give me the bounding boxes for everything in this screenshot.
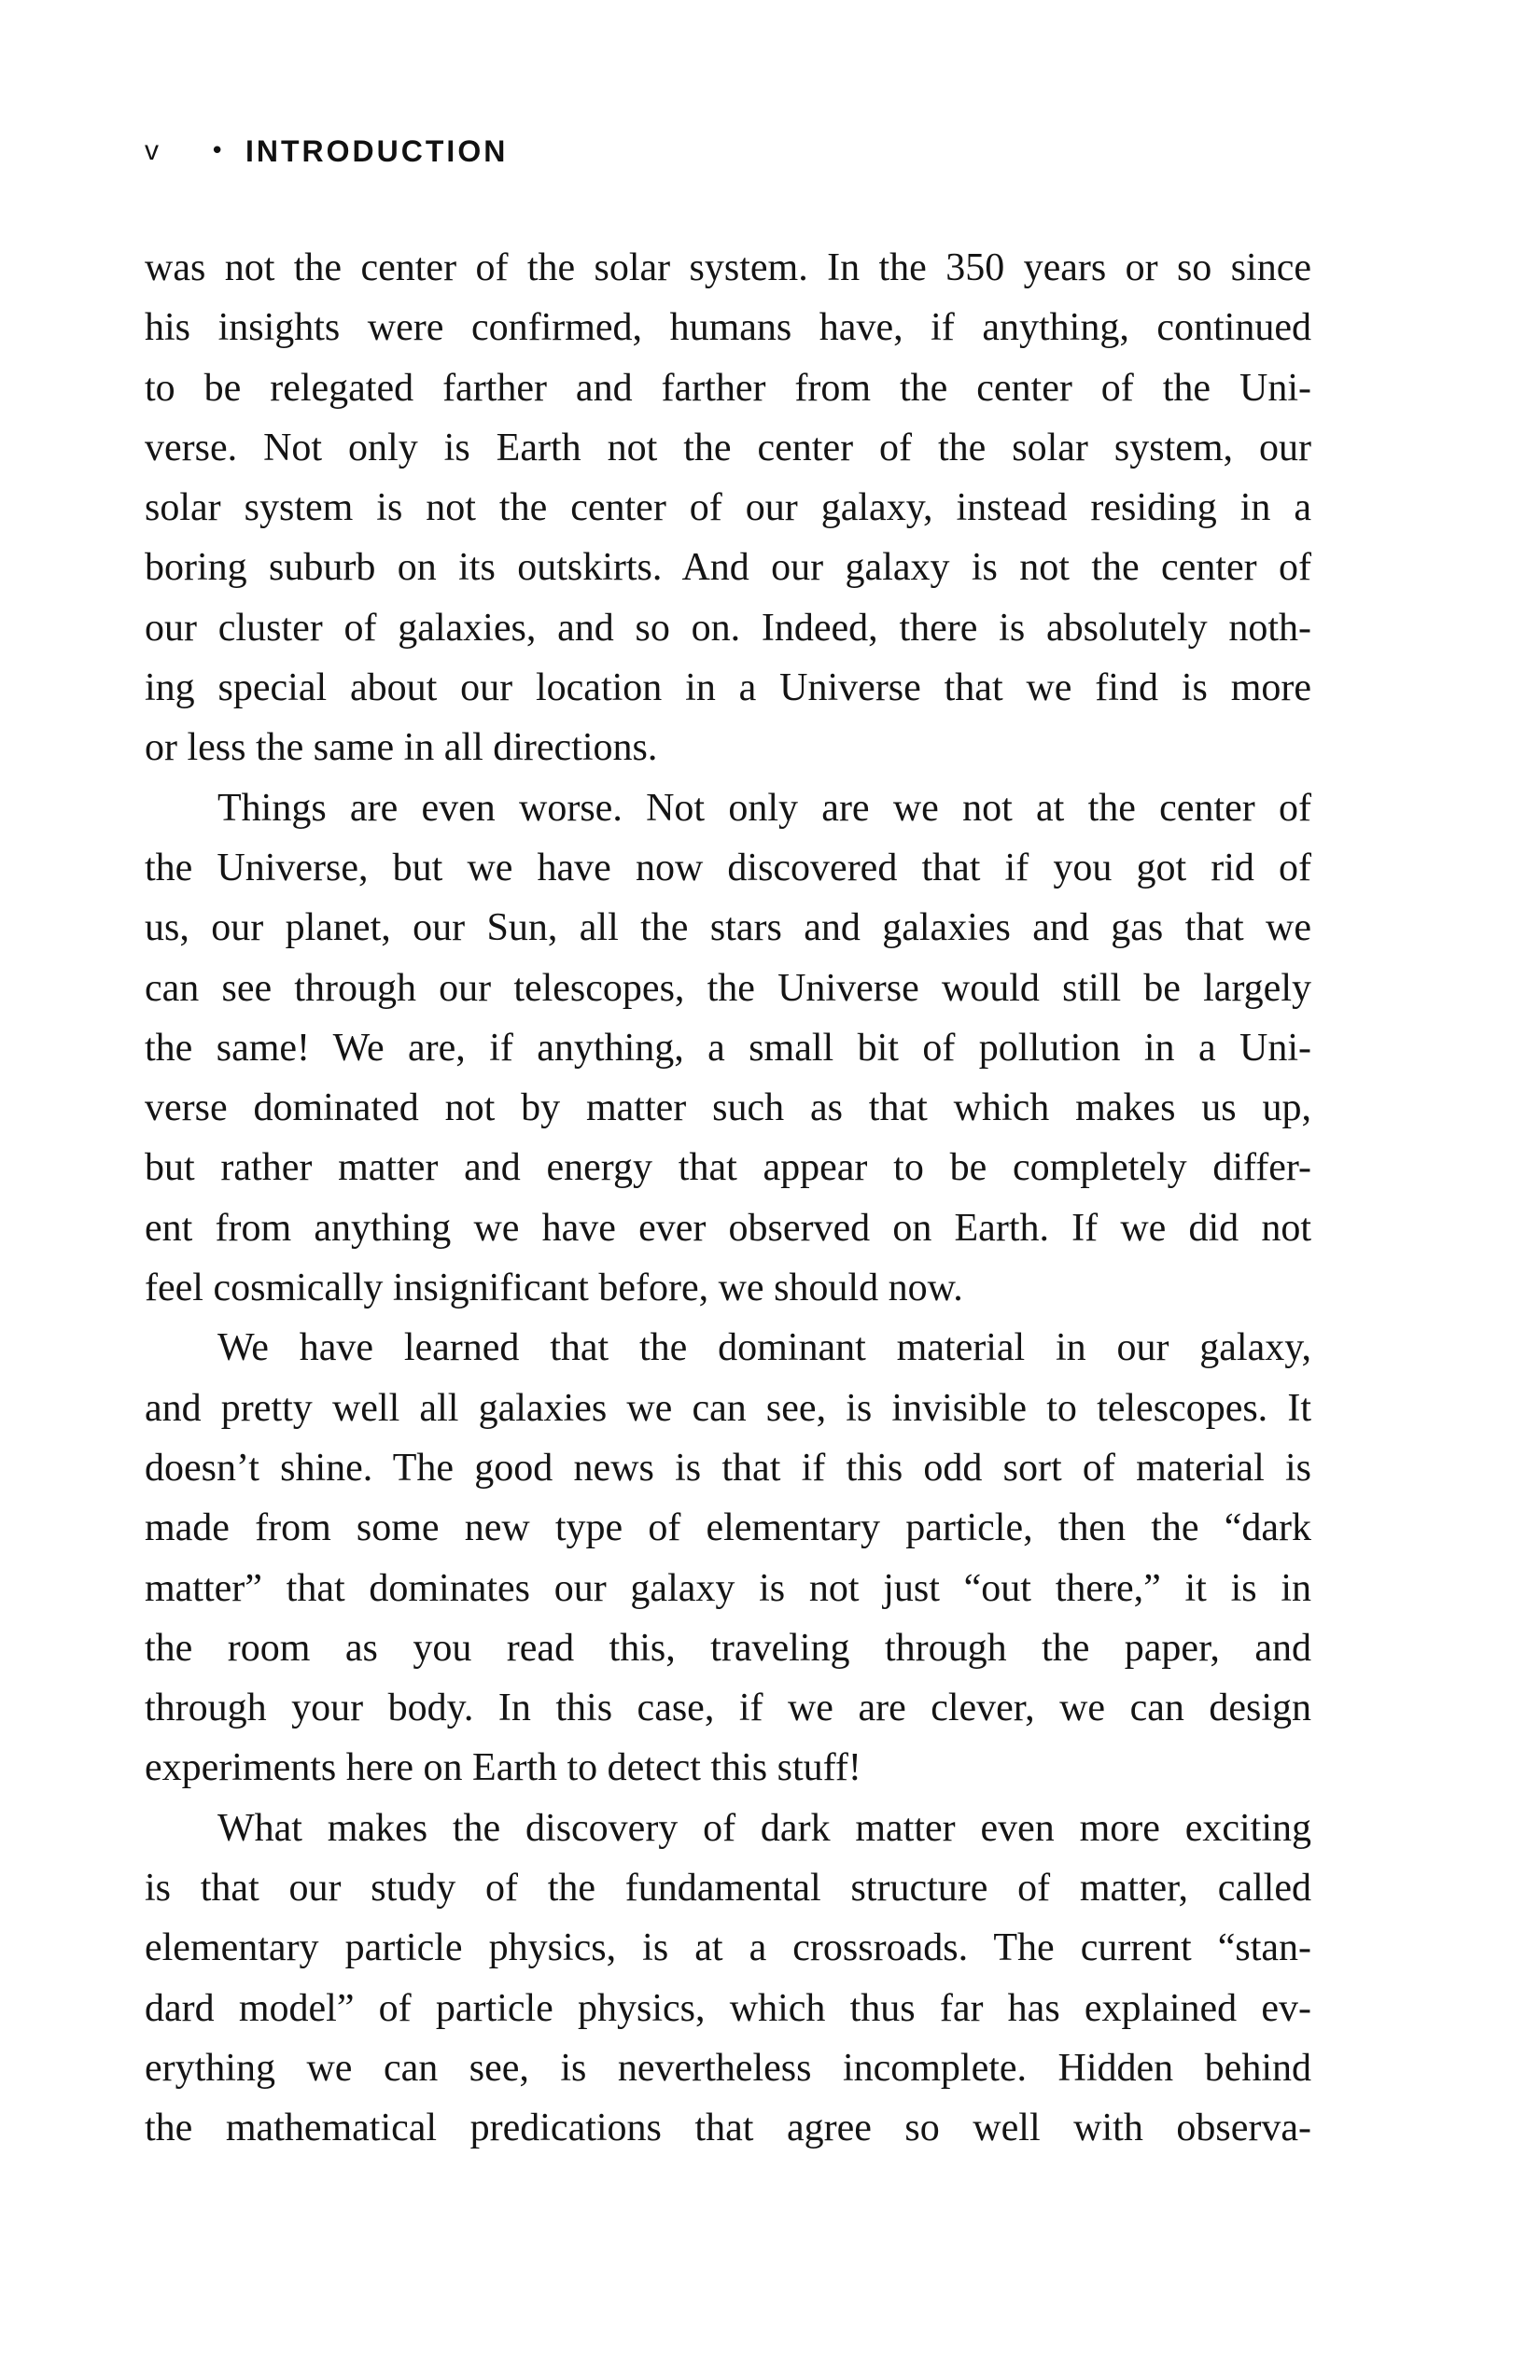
text-line: is that our study of the fundamental structure of matter, called (145, 1867, 1311, 1911)
text-line: What makes the discovery of dark matter even more exciting (217, 1806, 1311, 1850)
text-line: experiments here on Earth to detect this stuff! (145, 1746, 861, 1790)
paragraph-1 (145, 238, 1311, 778)
text-line: through your body. In this case, if we are clever, we can design (145, 1687, 1311, 1730)
text-line: the same! We are, if anything, a small bit of pollution in a Uni- (145, 1026, 1311, 1070)
text-line: us, our planet, our Sun, all the stars and galaxies and gas that we (145, 906, 1311, 950)
text-line: elementary particle physics, is at a crossroads. The current “stan- (145, 1926, 1311, 1970)
text-line: matter” that dominates our galaxy is not just “out there,” it is in (145, 1566, 1311, 1610)
bullet-separator: • (210, 137, 225, 165)
text-line: or less the same in all directions. (145, 726, 658, 770)
text-line: boring suburb on its outskirts. And our galaxy is not the center of (145, 546, 1311, 590)
text-line: Things are even worse. Not only are we not at the center of (217, 786, 1311, 830)
paragraph-2 (145, 778, 1311, 1319)
running-head (145, 133, 508, 170)
text-line: ent from anything we have ever observed on Earth. If we did not (145, 1206, 1311, 1250)
text-line: ing special about our location in a Universe that we find is more (145, 666, 1311, 710)
text-line: doesn’t shine. The good news is that if this odd sort of material is (145, 1446, 1311, 1490)
text-line: was not the center of the solar system. In the 350 years or so since (145, 246, 1311, 289)
text-line: feel cosmically insignificant before, we should now. (145, 1267, 963, 1310)
text-line: the Universe, but we have now discovered that if you got rid of (145, 846, 1311, 889)
text-line: to be relegated farther and farther from the center of the Uni- (145, 366, 1311, 410)
page-number: v (145, 135, 159, 166)
text-line: made from some new type of elementary particle, then the “dark (145, 1506, 1311, 1550)
text-line: but rather matter and energy that appear to be completely differ- (145, 1146, 1311, 1190)
section-title: INTRODUCTION (245, 133, 509, 168)
paragraph-4 (145, 1799, 1311, 2159)
text-line: We have learned that the dominant material in our galaxy, (217, 1326, 1311, 1370)
text-line: and pretty well all galaxies we can see, is invisible to telescopes. It (145, 1386, 1311, 1430)
text-line: solar system is not the center of our galaxy, instead residing in a (145, 486, 1311, 530)
text-line: verse. Not only is Earth not the center of the solar system, our (145, 426, 1311, 469)
paragraph-3 (145, 1318, 1311, 1798)
text-line: the room as you read this, traveling through the paper, and (145, 1626, 1311, 1670)
text-line: can see through our telescopes, the Universe would still be largely (145, 966, 1311, 1010)
text-line: dard model” of particle physics, which thus far has explained ev- (145, 1986, 1311, 2030)
text-line: erything we can see, is nevertheless incomplete. Hidden behind (145, 2046, 1311, 2090)
text-line: the mathematical predications that agree so well with observa- (145, 2107, 1311, 2150)
text-line: our cluster of galaxies, and so on. Indeed, there is absolutely noth- (145, 606, 1311, 650)
body-text (145, 238, 1311, 2159)
text-line: verse dominated not by matter such as that which makes us up, (145, 1086, 1311, 1130)
text-line: his insights were confirmed, humans have, if anything, continued (145, 306, 1311, 350)
